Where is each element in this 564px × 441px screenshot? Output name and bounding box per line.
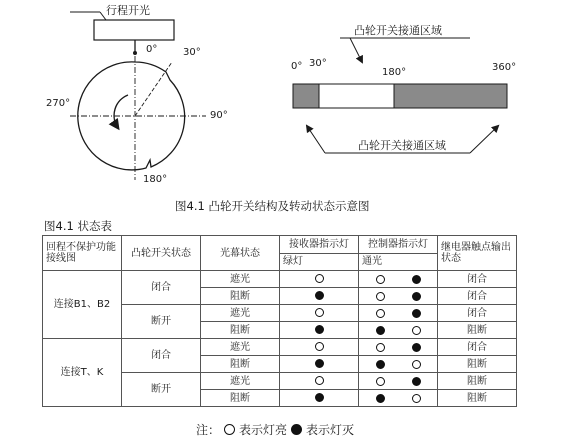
relay-output-cell: 闭合: [438, 288, 517, 305]
filled-circle-icon: [315, 291, 324, 300]
filled-circle-icon: [315, 393, 324, 402]
header-cam-state: 凸轮开关状态: [122, 236, 201, 271]
relay-output-cell: 阻断: [438, 390, 517, 407]
filled-circle-icon: [412, 292, 421, 301]
curtain-state-cell: 阻断: [201, 390, 280, 407]
wiring-cell: 连接T、K: [43, 339, 122, 407]
controller-light-cell: [359, 339, 438, 356]
note-filled-text: 表示灯灭: [306, 423, 355, 437]
filled-circle-icon: [412, 377, 421, 386]
controller-light-cell: [359, 271, 438, 288]
receiver-light-cell: [280, 339, 359, 356]
header-controller-light: 控制器指示灯: [359, 236, 438, 254]
header-receiver-light: 接收器指示灯: [280, 236, 359, 254]
filled-circle-icon: [315, 359, 324, 368]
filled-circle-icon: [376, 360, 385, 369]
table-header-row: [43, 236, 517, 254]
controller-light-cell: [359, 322, 438, 339]
open-circle-icon: [315, 274, 324, 283]
curtain-state-cell: 遮光: [201, 271, 280, 288]
status-table: [42, 235, 517, 407]
open-circle-icon: [412, 360, 421, 369]
receiver-light-cell: [280, 288, 359, 305]
open-circle-icon: [412, 394, 421, 403]
receiver-light-cell: [280, 305, 359, 322]
receiver-light-cell: [280, 322, 359, 339]
curtain-state-cell: 遮光: [201, 339, 280, 356]
open-circle-icon: [224, 424, 235, 435]
limit-switch-box: [94, 20, 174, 40]
filled-circle-icon: [412, 309, 421, 318]
receiver-light-cell: [280, 373, 359, 390]
open-circle-icon: [376, 377, 385, 386]
relay-output-cell: 阻断: [438, 373, 517, 390]
controller-light-cell: [359, 356, 438, 373]
angle-90-label: 90°: [210, 110, 228, 121]
open-circle-icon: [376, 343, 385, 352]
tick-180-label: 180°: [382, 67, 407, 78]
cam-state-cell: 断开: [122, 373, 201, 407]
angle-270-label: 270°: [46, 98, 71, 109]
filled-circle-icon: [376, 326, 385, 335]
table-title: 图4.1 状态表: [44, 219, 112, 233]
controller-light-cell: [359, 305, 438, 322]
angle-30-label: 30°: [183, 47, 201, 58]
controller-light-cell: [359, 390, 438, 407]
angle-180-label: 180°: [143, 174, 168, 185]
range-bottom-caption: 凸轮开关接通区域: [358, 139, 446, 152]
tick-360-label: 360°: [492, 62, 517, 73]
header-curtain-state: 光幕状态: [201, 236, 280, 271]
table-row: [43, 339, 517, 356]
relay-output-cell: 闭合: [438, 271, 517, 288]
range-top-caption: 凸轮开关接通区域: [354, 24, 442, 37]
filled-circle-icon: [315, 325, 324, 334]
filled-circle-icon: [412, 275, 421, 284]
note-prefix: 注：: [196, 423, 221, 437]
receiver-light-cell: [280, 271, 359, 288]
open-circle-icon: [315, 376, 324, 385]
note-open-text: 表示灯亮: [239, 423, 288, 437]
curtain-state-cell: 阻断: [201, 288, 280, 305]
tick-0-label: 0°: [291, 61, 303, 72]
filled-circle-icon: [376, 394, 385, 403]
filled-circle-icon: [412, 343, 421, 352]
switch-label: 行程开光: [106, 4, 150, 17]
controller-light-cell: [359, 288, 438, 305]
open-circle-icon: [315, 342, 324, 351]
header-wiring: 回程不保护功能接线图: [43, 236, 122, 271]
relay-output-cell: 闭合: [438, 305, 517, 322]
open-circle-icon: [412, 326, 421, 335]
header-receiver-sub: 绿灯: [280, 253, 359, 271]
curtain-state-cell: 阻断: [201, 322, 280, 339]
curtain-state-cell: 遮光: [201, 305, 280, 322]
cam-state-cell: 闭合: [122, 339, 201, 373]
angle-0-label: 0°: [146, 44, 158, 55]
header-relay-output: 继电器触点输出状态: [438, 236, 517, 271]
table-row: [43, 271, 517, 288]
bar-segment-180-360: [394, 84, 507, 108]
relay-output-cell: 阻断: [438, 356, 517, 373]
open-circle-icon: [376, 292, 385, 301]
legend-note: [196, 421, 354, 438]
relay-output-cell: 闭合: [438, 339, 517, 356]
wiring-cell: 连接B1、B2: [43, 271, 122, 339]
curtain-state-cell: 遮光: [201, 373, 280, 390]
relay-output-cell: 阻断: [438, 322, 517, 339]
open-circle-icon: [376, 275, 385, 284]
controller-light-cell: [359, 373, 438, 390]
figure-caption: 图4.1 凸轮开关结构及转动状态示意图: [175, 199, 370, 213]
open-circle-icon: [315, 308, 324, 317]
receiver-light-cell: [280, 390, 359, 407]
header-controller-sub: 通光: [359, 253, 438, 271]
bar-segment-0-30: [293, 84, 319, 108]
filled-circle-icon: [291, 424, 302, 435]
cam-state-cell: 闭合: [122, 271, 201, 305]
cam-state-cell: 断开: [122, 305, 201, 339]
curtain-state-cell: 阻断: [201, 356, 280, 373]
receiver-light-cell: [280, 356, 359, 373]
open-circle-icon: [376, 309, 385, 318]
tick-30-label: 30°: [309, 58, 327, 69]
